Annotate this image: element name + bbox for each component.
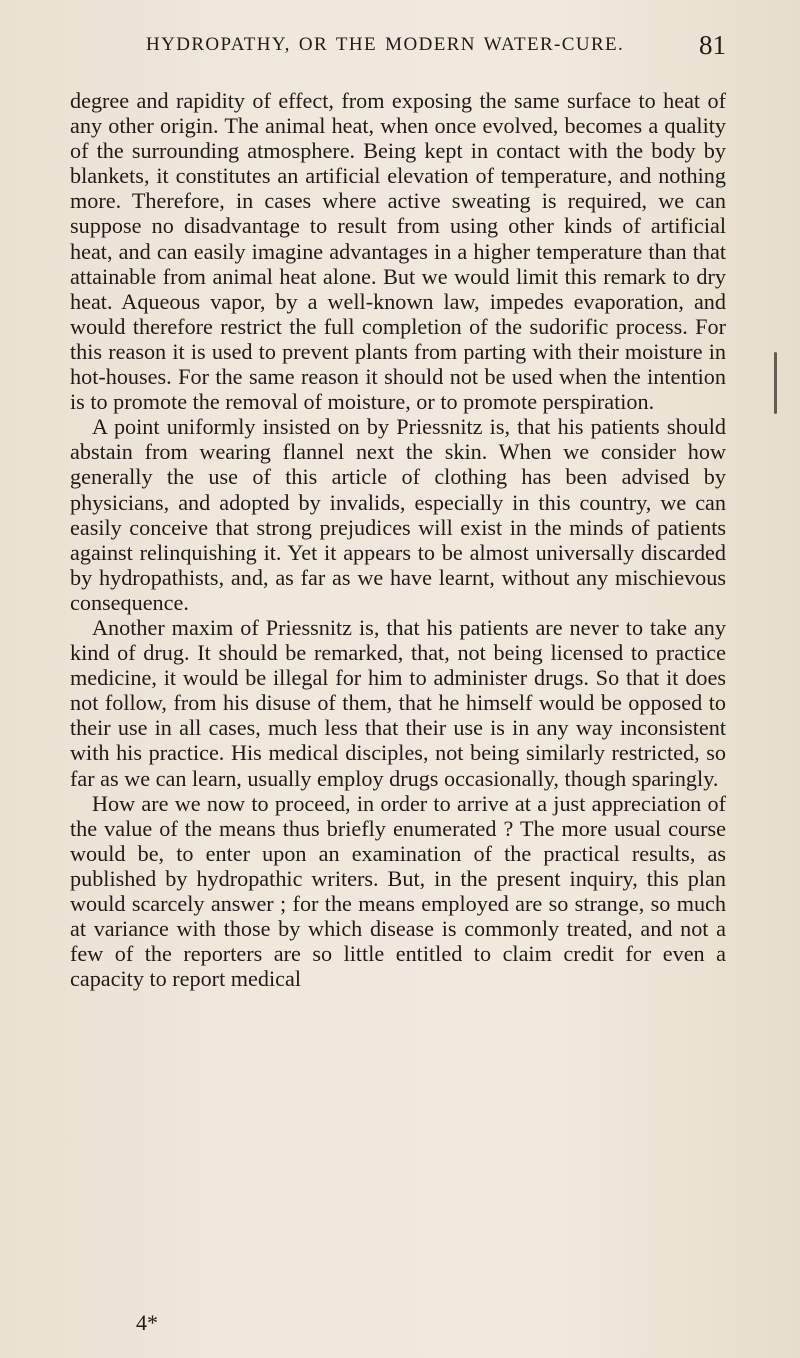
margin-mark	[774, 352, 777, 414]
paragraph: A point uniformly insisted on by Priessnitz is, that his patients should abstain from wearing flannel next the skin. When we consider how generally the use of this article of clothing has been advised by physicians, and adopted by invalids, especially in this country, we can easily conceive that strong prejudices will exist in the minds of patients against relinquishing it. Yet it appears to be almost universally discarded by hydropathists, and, as far as we have learnt, without any mischievous consequence.	[70, 414, 726, 615]
paragraph: How are we now to proceed, in order to arrive at a just appreciation of the value of the means thus briefly enumerated ? The more usual course would be, to enter upon an examination of the practical results, as published by hydropathic writers. But, in the present inquiry, this plan would scarcely answer ; for the means employed are so strange, so much at variance with those by which disease is commonly treated, and not a few of the reporters are so little entitled to claim credit for even a capacity to report medical	[70, 790, 726, 992]
running-head: HYDROPATHY, OR THE MODERN WATER-CURE.	[146, 34, 625, 55]
body-text	[70, 88, 726, 991]
signature-mark: 4*	[136, 1310, 158, 1335]
paragraph: Another maxim of Priessnitz is, that his patients are never to take any kind of drug. It should be remarked, that, not being licensed to practice medicine, it would be illegal for him to administer drugs. So that it does not follow, from his disuse of them, that he himself would be opposed to their use in all cases, much less that their use is in any way inconsistent with his practice. His medical disciples, not being similarly restricted, so far as we can learn, usually employ drugs occasionally, though sparingly.	[70, 614, 726, 791]
page-number: 81	[699, 30, 726, 60]
paragraph: degree and rapidity of effect, from exposing the same surface to heat of any other origin. The animal heat, when once evolved, becomes a quality of the surrounding atmosphere. Being kept in contact with the body by blankets, it constitutes an artificial elevation of temperature, and nothing more. Therefore, in cases where active sweating is required, we can suppose no disadvantage to result from using other kinds of artificial heat, and can easily imagine advantages in a higher temperature than that attainable from animal heat alone. But we would limit this remark to dry heat. Aqueous vapor, by a well-known law, impedes evaporation, and would therefore restrict the full completion of the sudorific process. For this reason it is used to prevent plants from parting with their moisture in hot-houses. For the same reason it should not be used when the intention is to promote the removal of moisture, or to promote perspiration.	[70, 88, 726, 415]
page-header	[70, 32, 726, 64]
